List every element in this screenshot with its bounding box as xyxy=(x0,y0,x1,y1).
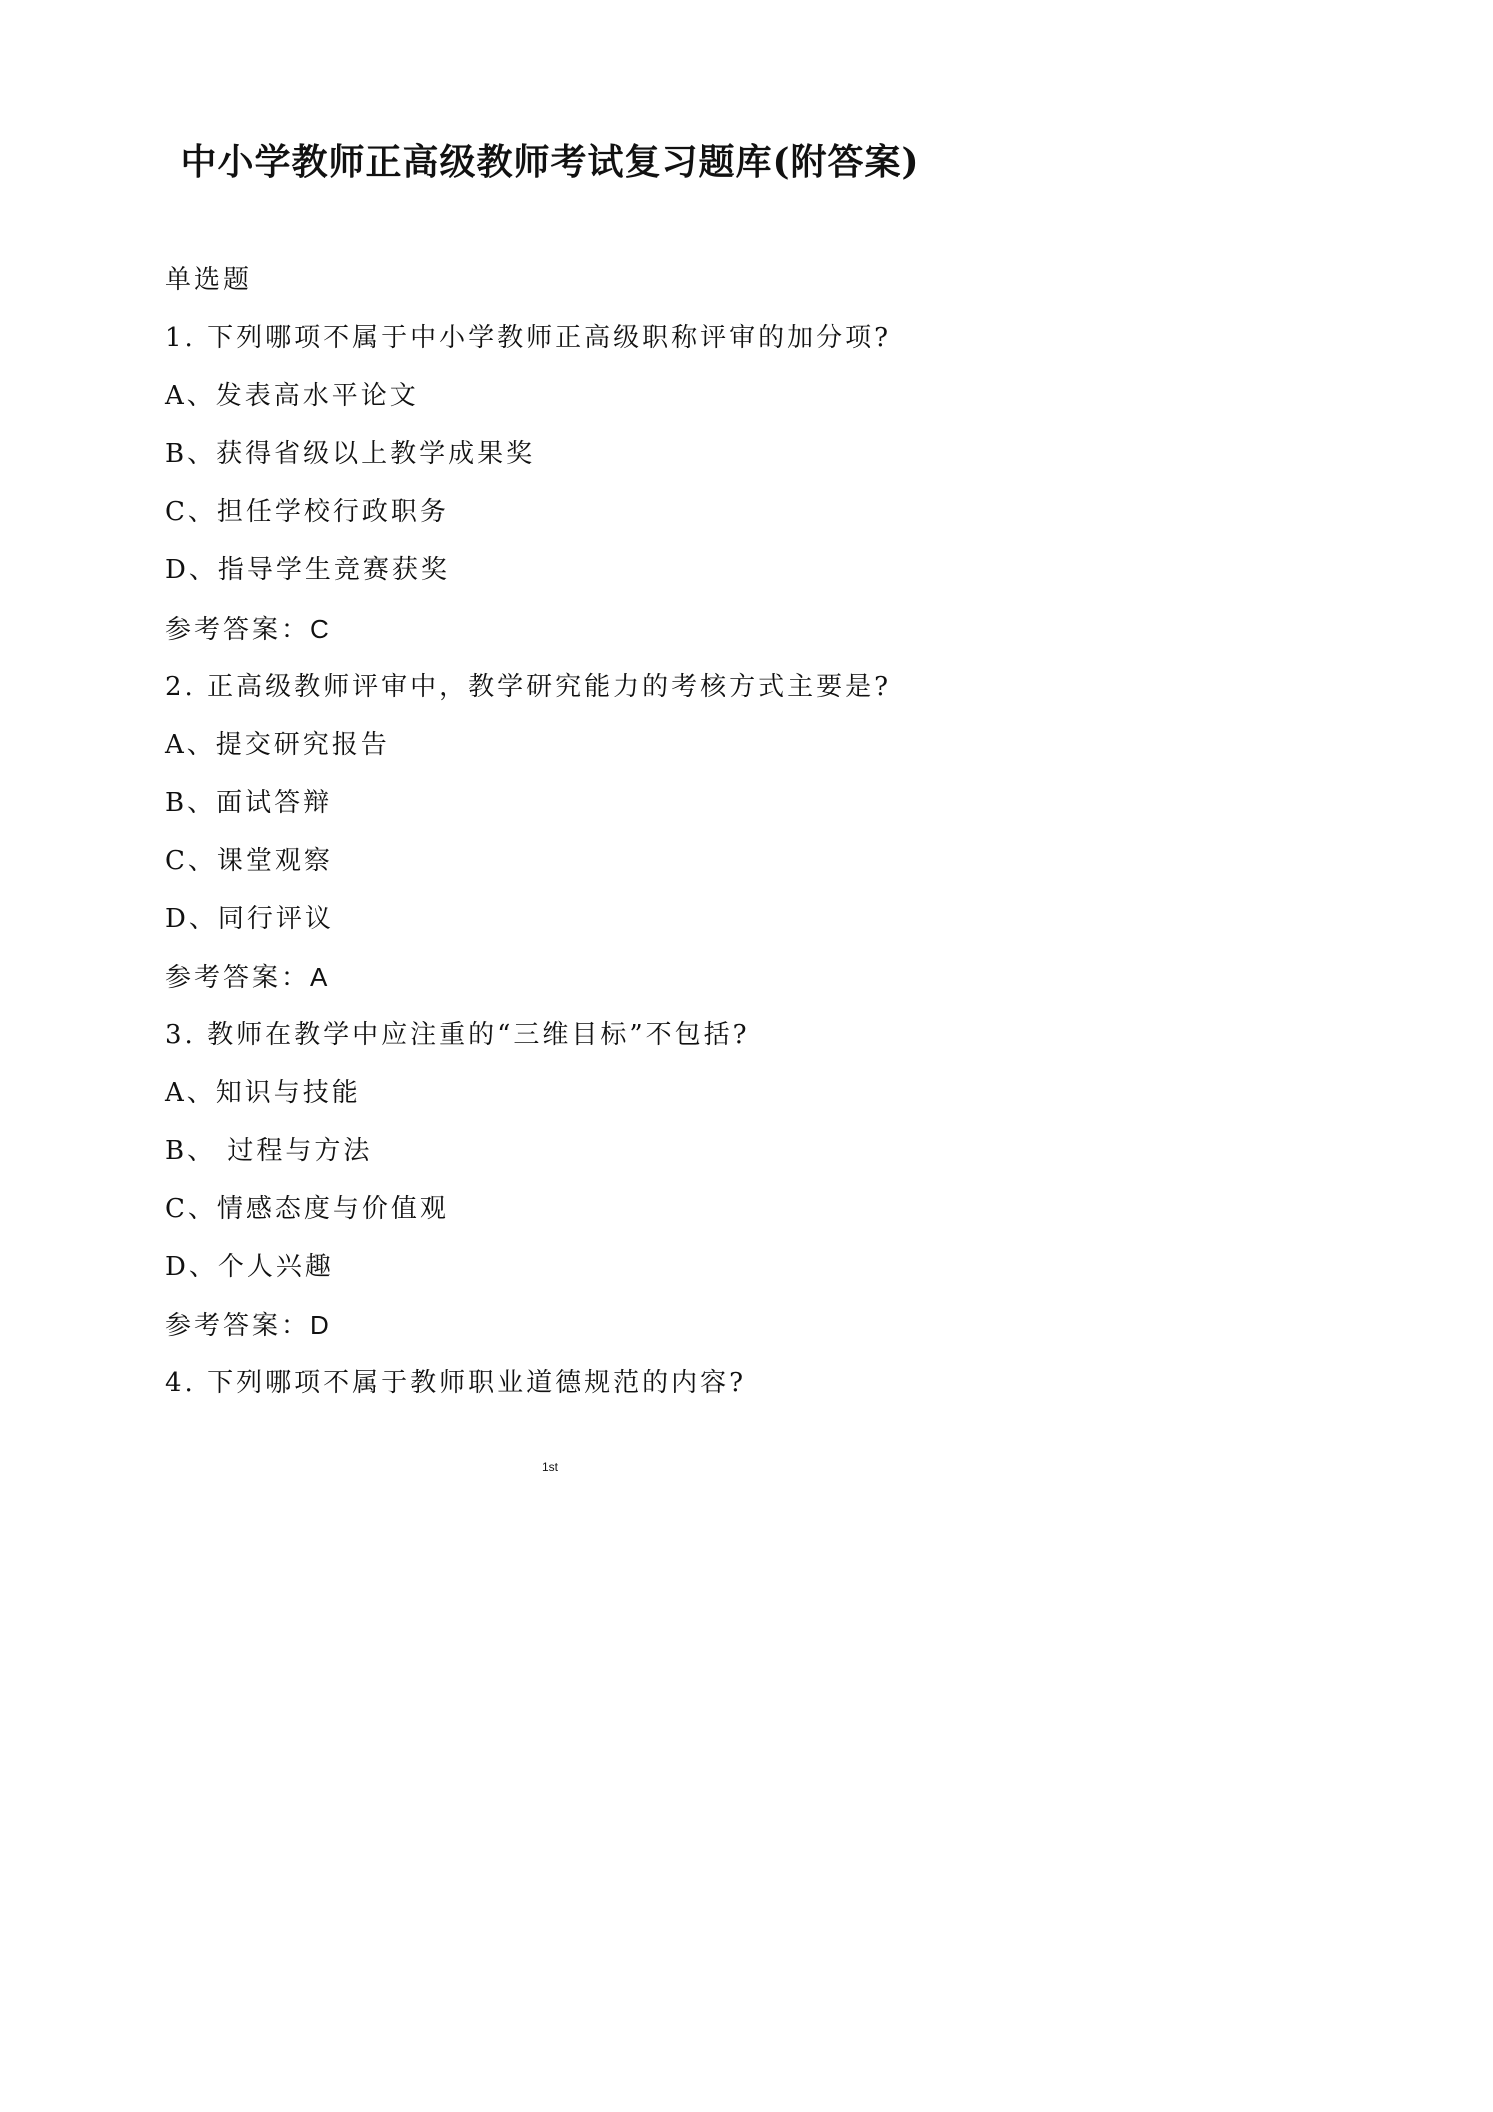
answer-label: 参考答案： xyxy=(165,963,311,993)
question-2-stem: 2. 正高级教师评审中，教学研究能力的考核方式主要是? xyxy=(165,672,892,702)
question-1-option-b: B、获得省级以上教学成果奖 xyxy=(165,439,536,469)
question-1-option-d: D、指导学生竞赛获奖 xyxy=(165,555,450,585)
question-3-stem: 3. 教师在教学中应注重的“三维目标”不包括? xyxy=(165,1020,750,1050)
question-4-stem: 4. 下列哪项不属于教师职业道德规范的内容? xyxy=(165,1368,747,1398)
answer-value: D xyxy=(310,1310,329,1340)
question-3-option-d: D、个人兴趣 xyxy=(165,1252,334,1282)
answer-label: 参考答案： xyxy=(165,615,311,645)
answer-label: 参考答案： xyxy=(165,1311,311,1341)
question-1-answer xyxy=(165,611,1045,648)
section-heading: 单选题 xyxy=(165,265,253,295)
question-3-option-a: A、知识与技能 xyxy=(165,1078,361,1108)
page-number: 1st xyxy=(541,1460,558,1474)
question-2-option-a: A、提交研究报告 xyxy=(165,730,390,760)
question-1-option-c: C、担任学校行政职务 xyxy=(165,497,449,527)
question-3-option-b: B、 过程与方法 xyxy=(165,1136,373,1166)
question-1-option-a: A、发表高水平论文 xyxy=(165,381,419,411)
document-title: 中小学教师正高级教师考试复习题库(附答案) xyxy=(180,141,920,183)
question-2-option-b: B、面试答辩 xyxy=(165,788,333,818)
question-2-answer xyxy=(165,959,1045,996)
question-1-stem: 1. 下列哪项不属于中小学教师正高级职称评审的加分项? xyxy=(165,323,892,353)
question-2-option-d: D、同行评议 xyxy=(165,904,334,934)
answer-value: A xyxy=(310,962,328,992)
answer-value: C xyxy=(310,614,329,644)
question-3-option-c: C、情感态度与价值观 xyxy=(165,1194,449,1224)
question-2-option-c: C、课堂观察 xyxy=(165,846,333,876)
question-3-answer xyxy=(165,1307,1045,1344)
